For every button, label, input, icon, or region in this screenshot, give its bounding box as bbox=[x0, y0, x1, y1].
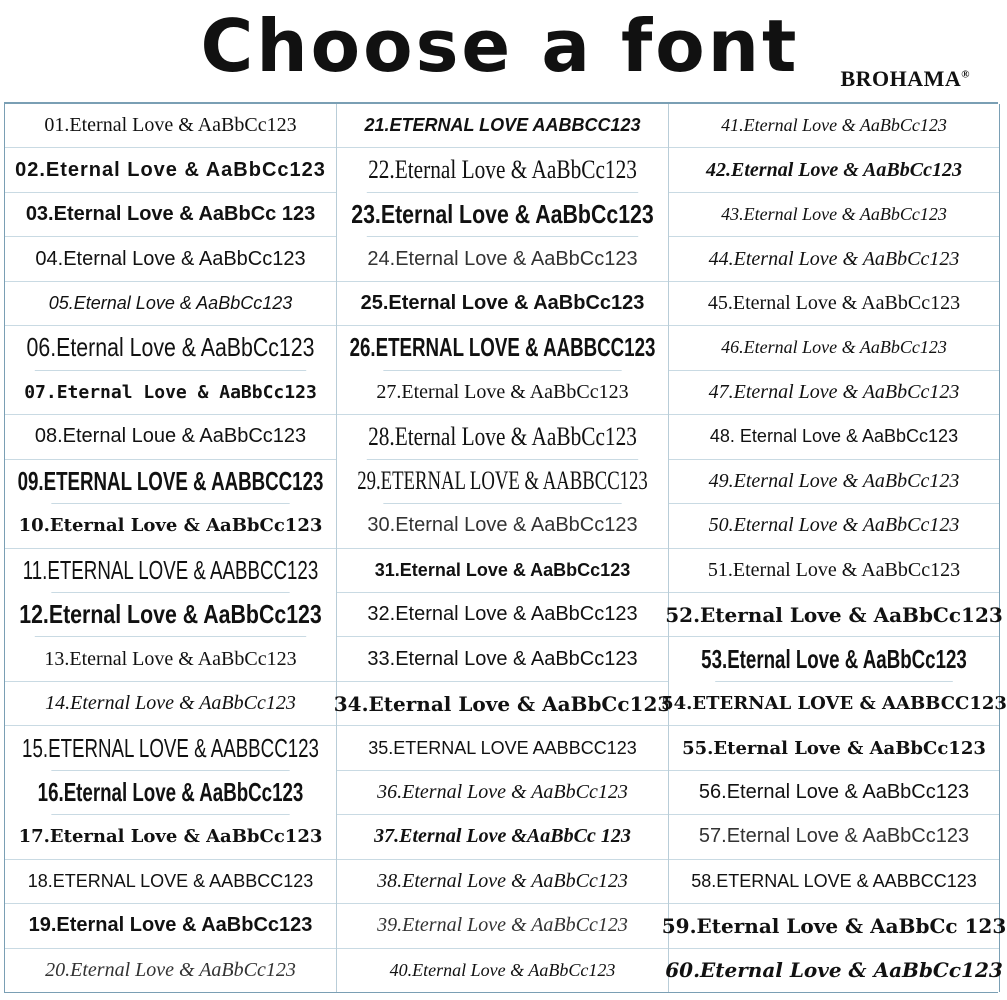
font-option-51[interactable]: 51.Eternal Love & AaBbCc123 bbox=[669, 549, 999, 593]
font-option-56[interactable]: 56.Eternal Love & AaBbCc123 bbox=[669, 771, 999, 815]
font-option-60[interactable]: 60.Eternal Love & AaBbCc123 bbox=[665, 958, 1003, 983]
font-option-26[interactable]: 26.ETERNAL LOVE & AABBCC123 bbox=[383, 326, 621, 370]
font-option-39[interactable]: 39.Eternal Love & AaBbCc123 bbox=[337, 904, 668, 948]
font-option-54[interactable]: 54.ETERNAL LOVE & AABBCC123 bbox=[669, 682, 999, 726]
font-option-27[interactable]: 27.Eternal Love & AaBbCc123 bbox=[337, 371, 668, 415]
font-option-09[interactable]: 09.ETERNAL LOVE & AABBCC123 bbox=[51, 460, 289, 504]
font-option-10[interactable]: 10.Eternal Love & AaBbCc123 bbox=[5, 504, 336, 548]
font-option-52[interactable]: 52.Eternal Love & AaBbCc123 bbox=[669, 593, 999, 637]
font-option-01[interactable]: 01.Eternal Love & AaBbCc123 bbox=[5, 104, 336, 148]
font-option-23[interactable]: 23.Eternal Love & AaBbCc123 bbox=[367, 193, 638, 237]
font-option-34[interactable]: 34.Eternal Love & AaBbCc123 bbox=[337, 682, 668, 726]
font-option-17[interactable]: 17.Eternal Love & AaBbCc123 bbox=[5, 815, 336, 859]
font-option-29[interactable]: 29.ETERNAL LOVE & AABBCC123 bbox=[383, 460, 621, 504]
font-column-2 bbox=[333, 104, 672, 992]
font-option-18[interactable]: 18.ETERNAL LOVE & AABBCC123 bbox=[5, 860, 336, 904]
font-option-15[interactable]: 15.ETERNAL LOVE & AABBCC123 bbox=[51, 726, 289, 770]
font-option-32[interactable]: 32.Eternal Love & AaBbCc123 bbox=[337, 593, 668, 637]
brand-logo bbox=[840, 66, 970, 92]
font-option-19[interactable]: 19.Eternal Love & AaBbCc123 bbox=[5, 904, 336, 948]
font-column-3 bbox=[661, 104, 1007, 992]
font-option-49[interactable]: 49.Eternal Love & AaBbCc123 bbox=[669, 460, 999, 504]
font-option-11[interactable]: 11.ETERNAL LOVE & AABBCC123 bbox=[51, 549, 289, 593]
font-option-31[interactable]: 31.Eternal Love & AaBbCc123 bbox=[337, 549, 668, 593]
font-option-48[interactable]: 48. Eternal Love & AaBbCc123 bbox=[669, 415, 999, 459]
font-option-04[interactable]: 04.Eternal Love & AaBbCc123 bbox=[5, 237, 336, 281]
font-option-03[interactable]: 03.Eternal Love & AaBbCc 123 bbox=[5, 193, 336, 237]
font-option-45[interactable]: 45.Eternal Love & AaBbCc123 bbox=[669, 282, 999, 326]
font-option-30[interactable]: 30.Eternal Love & AaBbCc123 bbox=[337, 504, 668, 548]
font-option-58[interactable]: 58.ETERNAL LOVE & AABBCC123 bbox=[669, 860, 999, 904]
registered-mark: ® bbox=[961, 68, 970, 81]
font-option-40[interactable]: 40.Eternal Love & AaBbCc123 bbox=[389, 959, 616, 980]
font-option-53[interactable]: 53.Eternal Love & AaBbCc123 bbox=[715, 637, 953, 681]
font-option-25[interactable]: 25.Eternal Love & AaBbCc123 bbox=[337, 282, 668, 326]
font-option-16[interactable]: 16.Eternal Love & AaBbCc123 bbox=[51, 771, 289, 815]
font-option-21[interactable]: 21.ETERNAL LOVE AABBCC123 bbox=[337, 104, 668, 148]
font-option-05[interactable]: 05.Eternal Love & AaBbCc123 bbox=[5, 282, 336, 326]
font-option-14[interactable]: 14.Eternal Love & AaBbCc123 bbox=[5, 682, 336, 726]
brand-name: BROHAMA bbox=[840, 66, 962, 91]
font-option-20[interactable]: 20.Eternal Love & AaBbCc123 bbox=[45, 958, 296, 981]
font-option-57[interactable]: 57.Eternal Love & AaBbCc123 bbox=[669, 815, 999, 859]
font-option-12[interactable]: 12.Eternal Love & AaBbCc123 bbox=[35, 593, 306, 637]
font-option-06[interactable]: 06.Eternal Love & AaBbCc123 bbox=[35, 326, 306, 370]
page-title: Choose a font bbox=[200, 4, 800, 88]
font-option-38[interactable]: 38.Eternal Love & AaBbCc123 bbox=[337, 860, 668, 904]
font-option-46[interactable]: 46.Eternal Love & AaBbCc123 bbox=[669, 326, 999, 370]
font-option-08[interactable]: 08.Eternal Loue & AaBbCc123 bbox=[5, 415, 336, 459]
font-option-35[interactable]: 35.ETERNAL LOVE AABBCC123 bbox=[337, 726, 668, 770]
font-option-50[interactable]: 50.Eternal Love & AaBbCc123 bbox=[669, 504, 999, 548]
font-option-42[interactable]: 42.Eternal Love & AaBbCc123 bbox=[669, 148, 999, 192]
font-option-07[interactable]: 07.Eternal Love & AaBbCc123 bbox=[5, 371, 336, 415]
font-option-02[interactable]: 02.Eternal Love & AaBbCc123 bbox=[5, 148, 336, 192]
font-option-44[interactable]: 44.Eternal Love & AaBbCc123 bbox=[669, 237, 999, 281]
font-option-28[interactable]: 28.Eternal Love & AaBbCc123 bbox=[367, 415, 638, 459]
font-option-43[interactable]: 43.Eternal Love & AaBbCc123 bbox=[669, 193, 999, 237]
font-option-36[interactable]: 36.Eternal Love & AaBbCc123 bbox=[337, 771, 668, 815]
font-option-22[interactable]: 22.Eternal Love & AaBbCc123 bbox=[367, 148, 638, 192]
font-option-13[interactable]: 13.Eternal Love & AaBbCc123 bbox=[5, 637, 336, 681]
font-option-37[interactable]: 37.Eternal Love &AaBbCc 123 bbox=[337, 815, 668, 859]
font-grid bbox=[4, 102, 1007, 993]
font-column-1 bbox=[4, 104, 336, 992]
font-option-41[interactable]: 41.Eternal Love & AaBbCc123 bbox=[669, 104, 999, 148]
font-option-47[interactable]: 47.Eternal Love & AaBbCc123 bbox=[669, 371, 999, 415]
font-option-33[interactable]: 33.Eternal Love & AaBbCc123 bbox=[337, 637, 668, 681]
font-option-59[interactable]: 59.Eternal Love & AaBbCc 123 bbox=[669, 904, 999, 948]
font-option-55[interactable]: 55.Eternal Love & AaBbCc123 bbox=[669, 726, 999, 770]
font-option-24[interactable]: 24.Eternal Love & AaBbCc123 bbox=[337, 237, 668, 281]
